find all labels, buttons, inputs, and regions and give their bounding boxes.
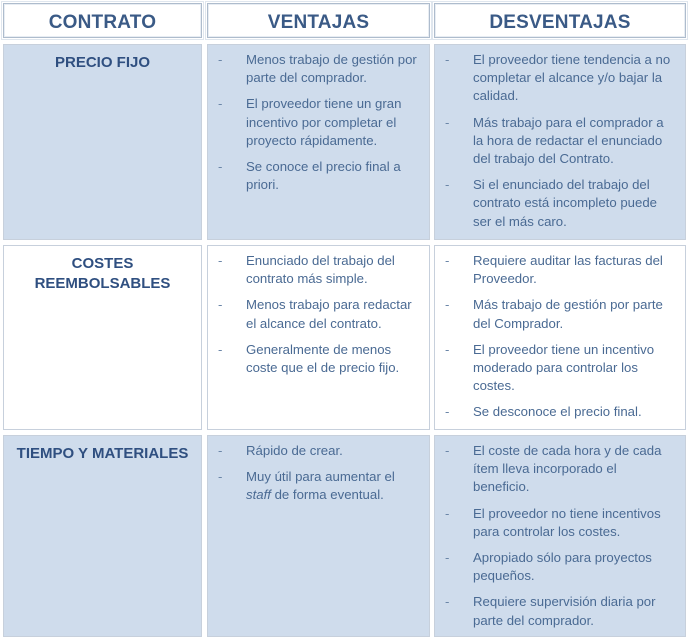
italic-term: staff xyxy=(246,487,271,503)
dash-bullet: - xyxy=(218,443,223,458)
dash-bullet: - xyxy=(445,505,450,521)
list-item: - El proveedor tiene un gran incentivo por completar el proyecto rápidamente. xyxy=(218,96,402,148)
ventajas-list xyxy=(208,436,429,505)
row-precio-fijo-desventajas xyxy=(434,44,686,240)
list-item: - Menos trabajo de gestión por parte del comprador. xyxy=(218,52,417,86)
list-item: - Enunciado del trabajo del contrato más simple. xyxy=(218,253,395,287)
desventajas-list xyxy=(435,436,685,630)
list-item: - El proveedor tiene tendencia a no completar el alcance y/o bajar la calidad. xyxy=(445,52,671,104)
list-item: - Apropiado sólo para proyectos pequeños. xyxy=(445,550,652,584)
list-item: - Se conoce el precio final a priori. xyxy=(218,159,401,193)
desventajas-list xyxy=(435,45,685,231)
list-item: - Muy útil para aumentar el staff de forma eventual. xyxy=(218,469,395,503)
header-ventajas-label: VENTAJAS xyxy=(267,12,370,33)
row-tiempo-contract xyxy=(3,435,202,637)
list-item: - Más trabajo de gestión por parte del Comprador. xyxy=(445,297,663,331)
contract-type-line: TIEMPO Y MATERIALES xyxy=(16,445,189,462)
contract-type-line: PRECIO FIJO xyxy=(54,54,151,71)
row-tiempo-ventajas xyxy=(207,435,430,637)
list-item: - Generalmente de menos coste que el de precio fijo. xyxy=(218,341,400,376)
ventajas-list xyxy=(208,45,429,194)
ventajas-list xyxy=(208,246,429,377)
list-item: - Requiere auditar las facturas del Proveedor. xyxy=(445,253,663,287)
list-item: - Requiere supervisión diaria por parte del comprador. xyxy=(445,594,656,628)
row-costes-contract xyxy=(3,245,202,430)
contract-type-label xyxy=(4,246,201,294)
dash-bullet: - xyxy=(445,114,450,130)
row-tiempo-desventajas xyxy=(434,435,686,637)
dash-bullet: - xyxy=(445,253,450,268)
list-item: - El coste de cada hora y de cada ítem lleva incorporado el beneficio. xyxy=(445,443,662,495)
dash-bullet: - xyxy=(445,550,450,566)
header-ventajas xyxy=(207,3,430,38)
desventajas-list xyxy=(435,246,685,422)
dash-bullet: - xyxy=(218,52,223,67)
contract-type-line: COSTES xyxy=(71,255,134,272)
dash-bullet: - xyxy=(445,594,450,610)
contract-type-label xyxy=(4,436,201,464)
row-precio-fijo-ventajas xyxy=(207,44,430,240)
list-item: - Más trabajo para el comprador a la hora de redactar el enunciado del trabajo del Contrato. xyxy=(445,114,664,167)
dash-bullet: - xyxy=(445,177,450,193)
dash-bullet: - xyxy=(218,96,223,112)
dash-bullet: - xyxy=(445,341,450,357)
dash-bullet: - xyxy=(445,52,450,67)
row-costes-desventajas xyxy=(434,245,686,430)
dash-bullet: - xyxy=(445,443,450,458)
contract-type-line: REEMBOLSABLES xyxy=(34,275,171,292)
list-item: - El proveedor tiene un incentivo moderado para controlar los costes. xyxy=(445,341,655,394)
dash-bullet: - xyxy=(218,469,223,485)
list-item: - Menos trabajo para redactar el alcance del contrato. xyxy=(218,297,412,331)
dash-bullet: - xyxy=(218,297,223,313)
dash-bullet: - xyxy=(445,297,450,313)
dash-bullet: - xyxy=(445,404,450,420)
list-item: - Rápido de crear. xyxy=(208,442,419,460)
row-costes-ventajas xyxy=(207,245,430,430)
dash-bullet: - xyxy=(218,253,223,268)
dash-bullet: - xyxy=(218,159,223,175)
list-item: - El proveedor no tiene incentivos para controlar los costes. xyxy=(445,505,661,539)
header-desventajas xyxy=(434,3,686,38)
row-precio-fijo-contract xyxy=(3,44,202,240)
list-item: - Se desconoce el precio final. xyxy=(435,403,675,421)
header-desventajas-label: DESVENTAJAS xyxy=(489,12,631,33)
header-contrato-label: CONTRATO xyxy=(48,12,157,33)
header-contrato xyxy=(3,3,202,38)
dash-bullet: - xyxy=(218,341,223,357)
contract-type-label xyxy=(4,45,201,73)
list-item: - Si el enunciado del trabajo del contrato está incompleto puede ser el más caro. xyxy=(445,177,658,229)
